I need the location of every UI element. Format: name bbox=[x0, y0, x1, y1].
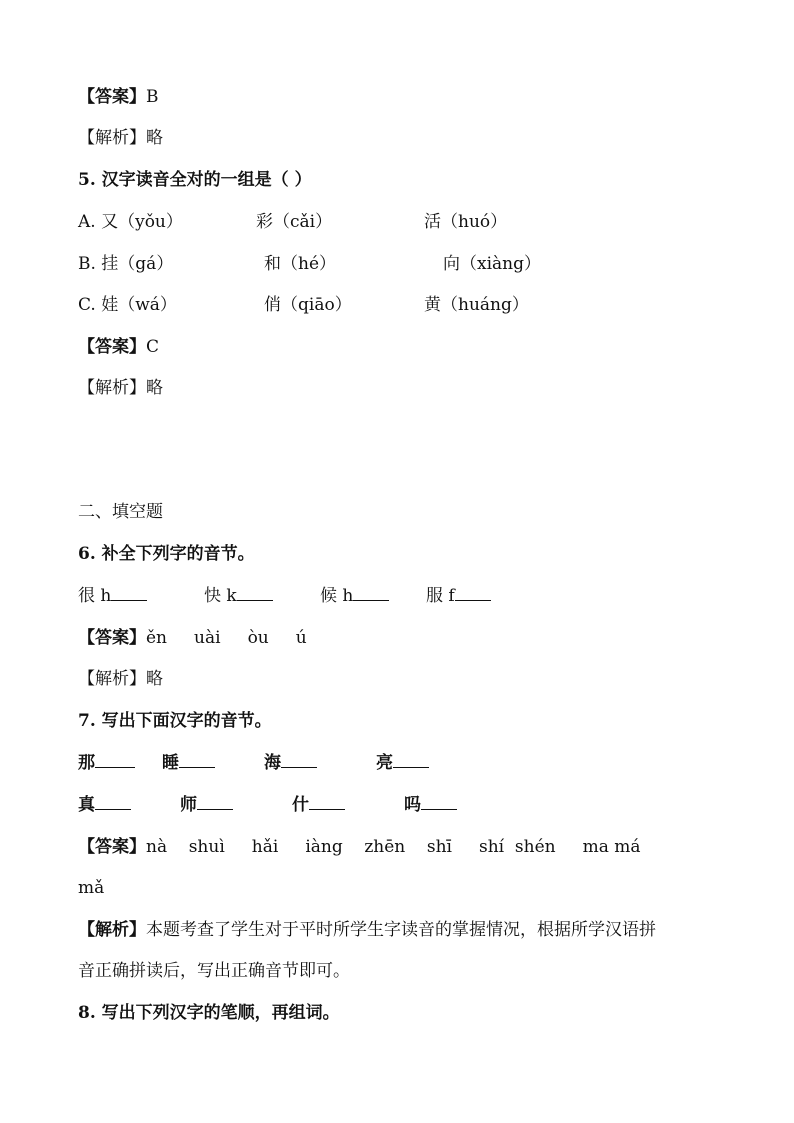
analysis-value: 本题考查了学生对于平时所学生字读音的掌握情况，根据所学汉语拼 bbox=[146, 920, 656, 940]
answer-tag: 【答案】 bbox=[78, 337, 146, 357]
answer-line bbox=[78, 836, 641, 858]
question-5: 5. 汉字读音全对的一组是（ ） bbox=[78, 170, 312, 190]
analysis-tag: 【解析】 bbox=[78, 669, 146, 689]
answer-value: C bbox=[146, 337, 160, 357]
fill-char: 真 bbox=[78, 794, 131, 816]
analysis-line bbox=[78, 668, 163, 690]
analysis-continuation: 音正确拼读后，写出正确音节即可。 bbox=[78, 961, 350, 981]
fill-item-2: 快 k bbox=[204, 585, 273, 607]
answer-tag: 【答案】 bbox=[78, 628, 146, 648]
option-a-2: 彩（cǎi） bbox=[256, 212, 333, 232]
analysis-tag: 【解析】 bbox=[78, 378, 146, 398]
analysis-line bbox=[78, 919, 656, 941]
analysis-value: 略 bbox=[146, 378, 163, 398]
fill-char: 亮 bbox=[376, 752, 429, 774]
question-6: 6. 补全下列字的音节。 bbox=[78, 544, 255, 564]
analysis-value: 略 bbox=[146, 128, 163, 148]
answer-value: nà shuì hǎi iàng zhēn shī shí shén ma má bbox=[146, 837, 641, 857]
option-a-1: A. 又（yǒu） bbox=[78, 212, 183, 232]
fill-char: 什 bbox=[292, 794, 345, 816]
analysis-tag: 【解析】 bbox=[78, 920, 146, 940]
fill-item-4: 服 f bbox=[426, 585, 491, 607]
fill-char: 那 bbox=[78, 752, 135, 774]
option-c-3: 黄（huáng） bbox=[424, 295, 529, 315]
option-c-1: C. 娃（wá） bbox=[78, 295, 177, 315]
fill-char: 师 bbox=[180, 794, 233, 816]
analysis-line bbox=[78, 377, 163, 399]
fill-char: 海 bbox=[264, 752, 317, 774]
option-b-2: 和（hé） bbox=[264, 254, 337, 274]
option-a-3: 活（huó） bbox=[424, 212, 508, 232]
answer-continuation: mǎ bbox=[78, 878, 105, 898]
option-c-2: 俏（qiāo） bbox=[264, 295, 352, 315]
section-title: 二、填空题 bbox=[78, 502, 163, 522]
answer-line bbox=[78, 86, 159, 108]
fill-char: 吗 bbox=[404, 794, 457, 816]
option-b-3: 向（xiàng） bbox=[443, 254, 541, 274]
option-b-1: B. 挂（gá） bbox=[78, 254, 174, 274]
answer-value: B bbox=[146, 87, 159, 107]
answer-line bbox=[78, 627, 307, 649]
question-7: 7. 写出下面汉字的音节。 bbox=[78, 711, 272, 731]
answer-line bbox=[78, 336, 159, 358]
answer-tag: 【答案】 bbox=[78, 87, 146, 107]
question-8: 8. 写出下列汉字的笔顺，再组词。 bbox=[78, 1003, 340, 1023]
fill-char: 睡 bbox=[162, 752, 215, 774]
answer-tag: 【答案】 bbox=[78, 837, 146, 857]
analysis-value: 略 bbox=[146, 669, 163, 689]
analysis-tag: 【解析】 bbox=[78, 128, 146, 148]
fill-item-1: 很 h bbox=[78, 585, 147, 607]
answer-value: ěn uài òu ú bbox=[146, 628, 307, 648]
analysis-line bbox=[78, 127, 163, 149]
fill-item-3: 候 h bbox=[320, 585, 389, 607]
